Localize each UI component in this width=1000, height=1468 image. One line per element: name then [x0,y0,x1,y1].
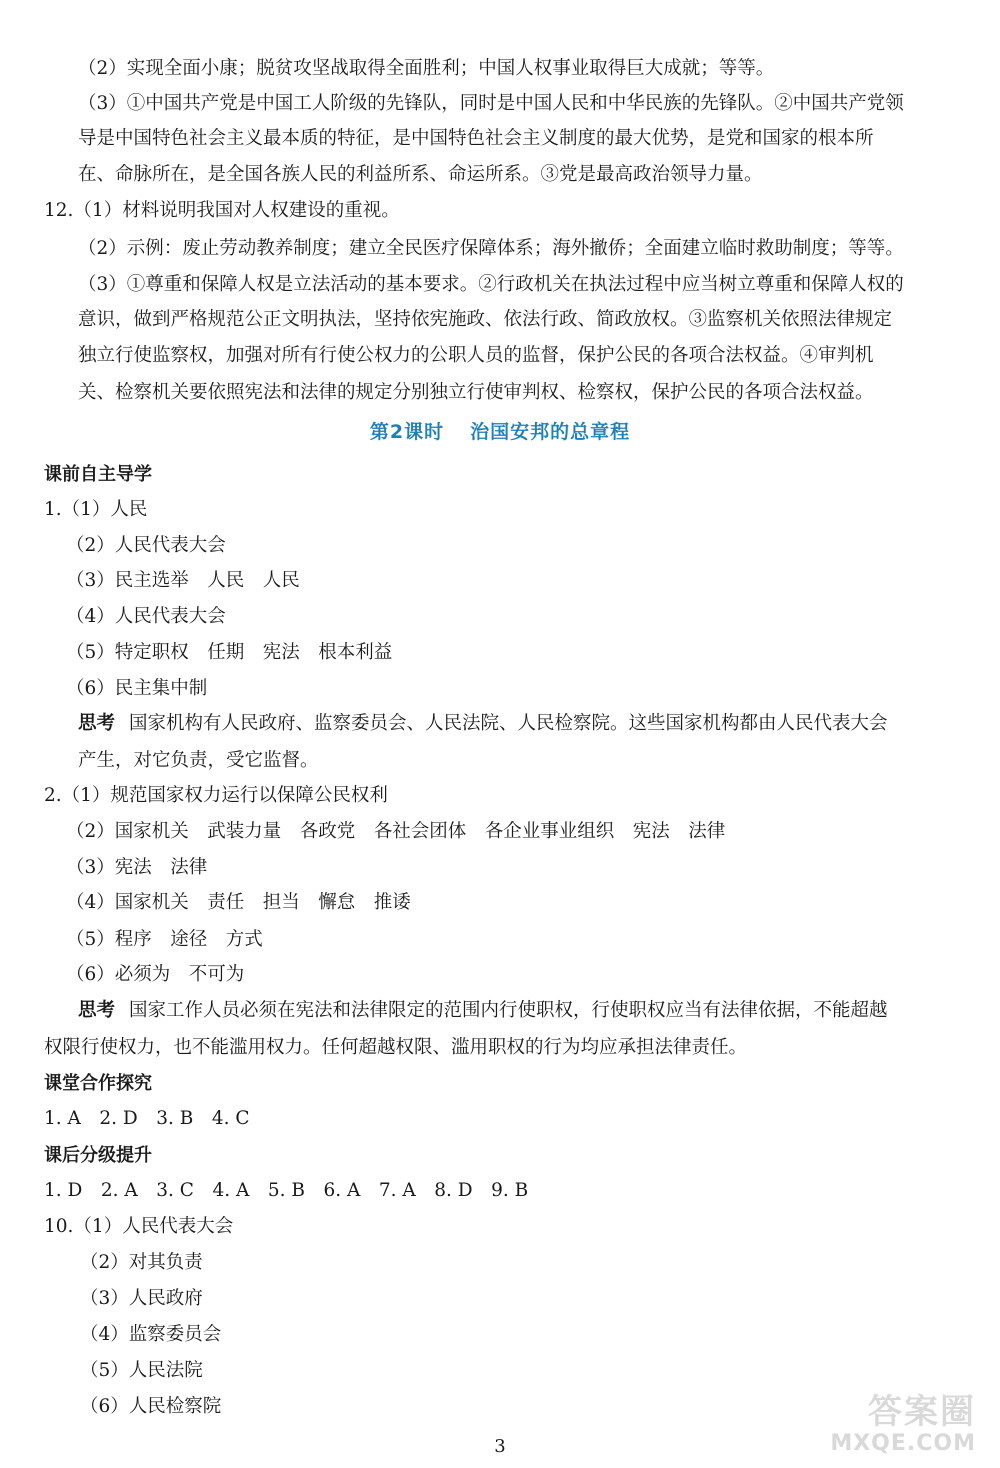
think-keyword: 思考 [78,713,116,734]
think-text: 国家机构有人民政府、监察委员会、人民法院、人民检察院。这些国家机构都由人民代表大会 [129,713,888,734]
lesson-number: 第2课时 [369,421,445,443]
think-paragraph [78,711,888,737]
question-1: 1.（1）人民 [44,499,148,520]
answer-line: （6）民主集中制 [66,678,208,699]
think-text: 产生，对它负责，受它监督。 [78,750,319,771]
section-heading: 课堂合作探究 [44,1073,152,1094]
question-12: 12.（1）材料说明我国对人权建设的重视。 [44,200,400,221]
section-heading: 课后分级提升 [44,1145,152,1166]
answer-line: （2）人民代表大会 [66,535,226,556]
text-line: 独立行使监察权，加强对所有行使公权力的公职人员的监督，保护公民的各项合法权益。④审判机 [78,345,874,366]
think-keyword: 思考 [78,1000,116,1021]
section-heading: 课前自主导学 [44,464,152,485]
answer-line: （5）人民法院 [80,1360,203,1381]
answer-line: （4）监察委员会 [80,1324,222,1345]
answer-line: （5）程序 途径 方式 [66,929,263,950]
answer-line: （6）人民检察院 [80,1396,222,1417]
watermark-logo [766,1392,976,1462]
answer-line: （3）民主选举 人民 人民 [66,570,300,591]
answer-line: （2）对其负责 [80,1252,203,1273]
text-line: （2）实现全面小康；脱贫攻坚战取得全面胜利；中国人权事业取得巨大成就；等等。 [78,58,775,79]
page-number: 3 [494,1436,506,1457]
watermark-url: MXQE.COM [830,1431,976,1456]
lesson-name: 治国安邦的总章程 [470,421,631,443]
answer-line: （6）必须为 不可为 [66,964,245,985]
think-paragraph [78,998,888,1024]
answer-line: 1. A 2. D 3. B 4. C [44,1108,250,1129]
text-line: 在、命脉所在，是全国各族人民的利益所系、命运所系。③党是最高政治领导力量。 [78,164,763,185]
question-2: 2.（1）规范国家权力运行以保障公民权利 [44,785,388,806]
answer-line: （3）宪法 法律 [66,857,208,878]
text-line: （2）示例：废止劳动教养制度；建立全民医疗保障体系；海外撤侨；全面建立临时救助制度；等等。 [78,238,904,259]
text-line: 导是中国特色社会主义最本质的特征，是中国特色社会主义制度的最大优势，是党和国家的根本所 [78,128,874,149]
answer-line: （4）国家机关 责任 担当 懈怠 推诿 [66,892,411,913]
answer-line: （3）人民政府 [80,1288,203,1309]
question-10: 10.（1）人民代表大会 [44,1216,234,1237]
text-line: 意识，做到严格规范公正文明执法，坚持依宪施政、依法行政、简政放权。③监察机关依照法律规定 [78,309,893,330]
answer-line: （2）国家机关 武装力量 各政党 各社会团体 各企业事业组织 宪法 法律 [66,821,726,842]
text-line: 关、检察机关要依照宪法和法律的规定分别独立行使审判权、检察权，保护公民的各项合法权益。 [78,382,874,403]
text-line: （3）①中国共产党是中国工人阶级的先锋队，同时是中国人民和中华民族的先锋队。②中国共产党领 [78,93,904,114]
answer-line: 1. D 2. A 3. C 4. A 5. B 6. A 7. A 8. D 9. B [44,1180,529,1201]
think-text: 国家工作人员必须在宪法和法律限定的范围内行使职权，行使职权应当有法律依据，不能超越 [129,1000,888,1021]
answer-line: （4）人民代表大会 [66,606,226,627]
watermark-text: 答案圈 [868,1392,976,1432]
lesson-title [0,418,1000,446]
think-text: 权限行使权力，也不能滥用权力。任何超越权限、滥用职权的行为均应承担法律责任。 [44,1037,748,1058]
answer-line: （5）特定职权 任期 宪法 根本利益 [66,642,393,663]
text-line: （3）①尊重和保障人权是立法活动的基本要求。②行政机关在执法过程中应当树立尊重和保障人权的 [78,274,904,295]
